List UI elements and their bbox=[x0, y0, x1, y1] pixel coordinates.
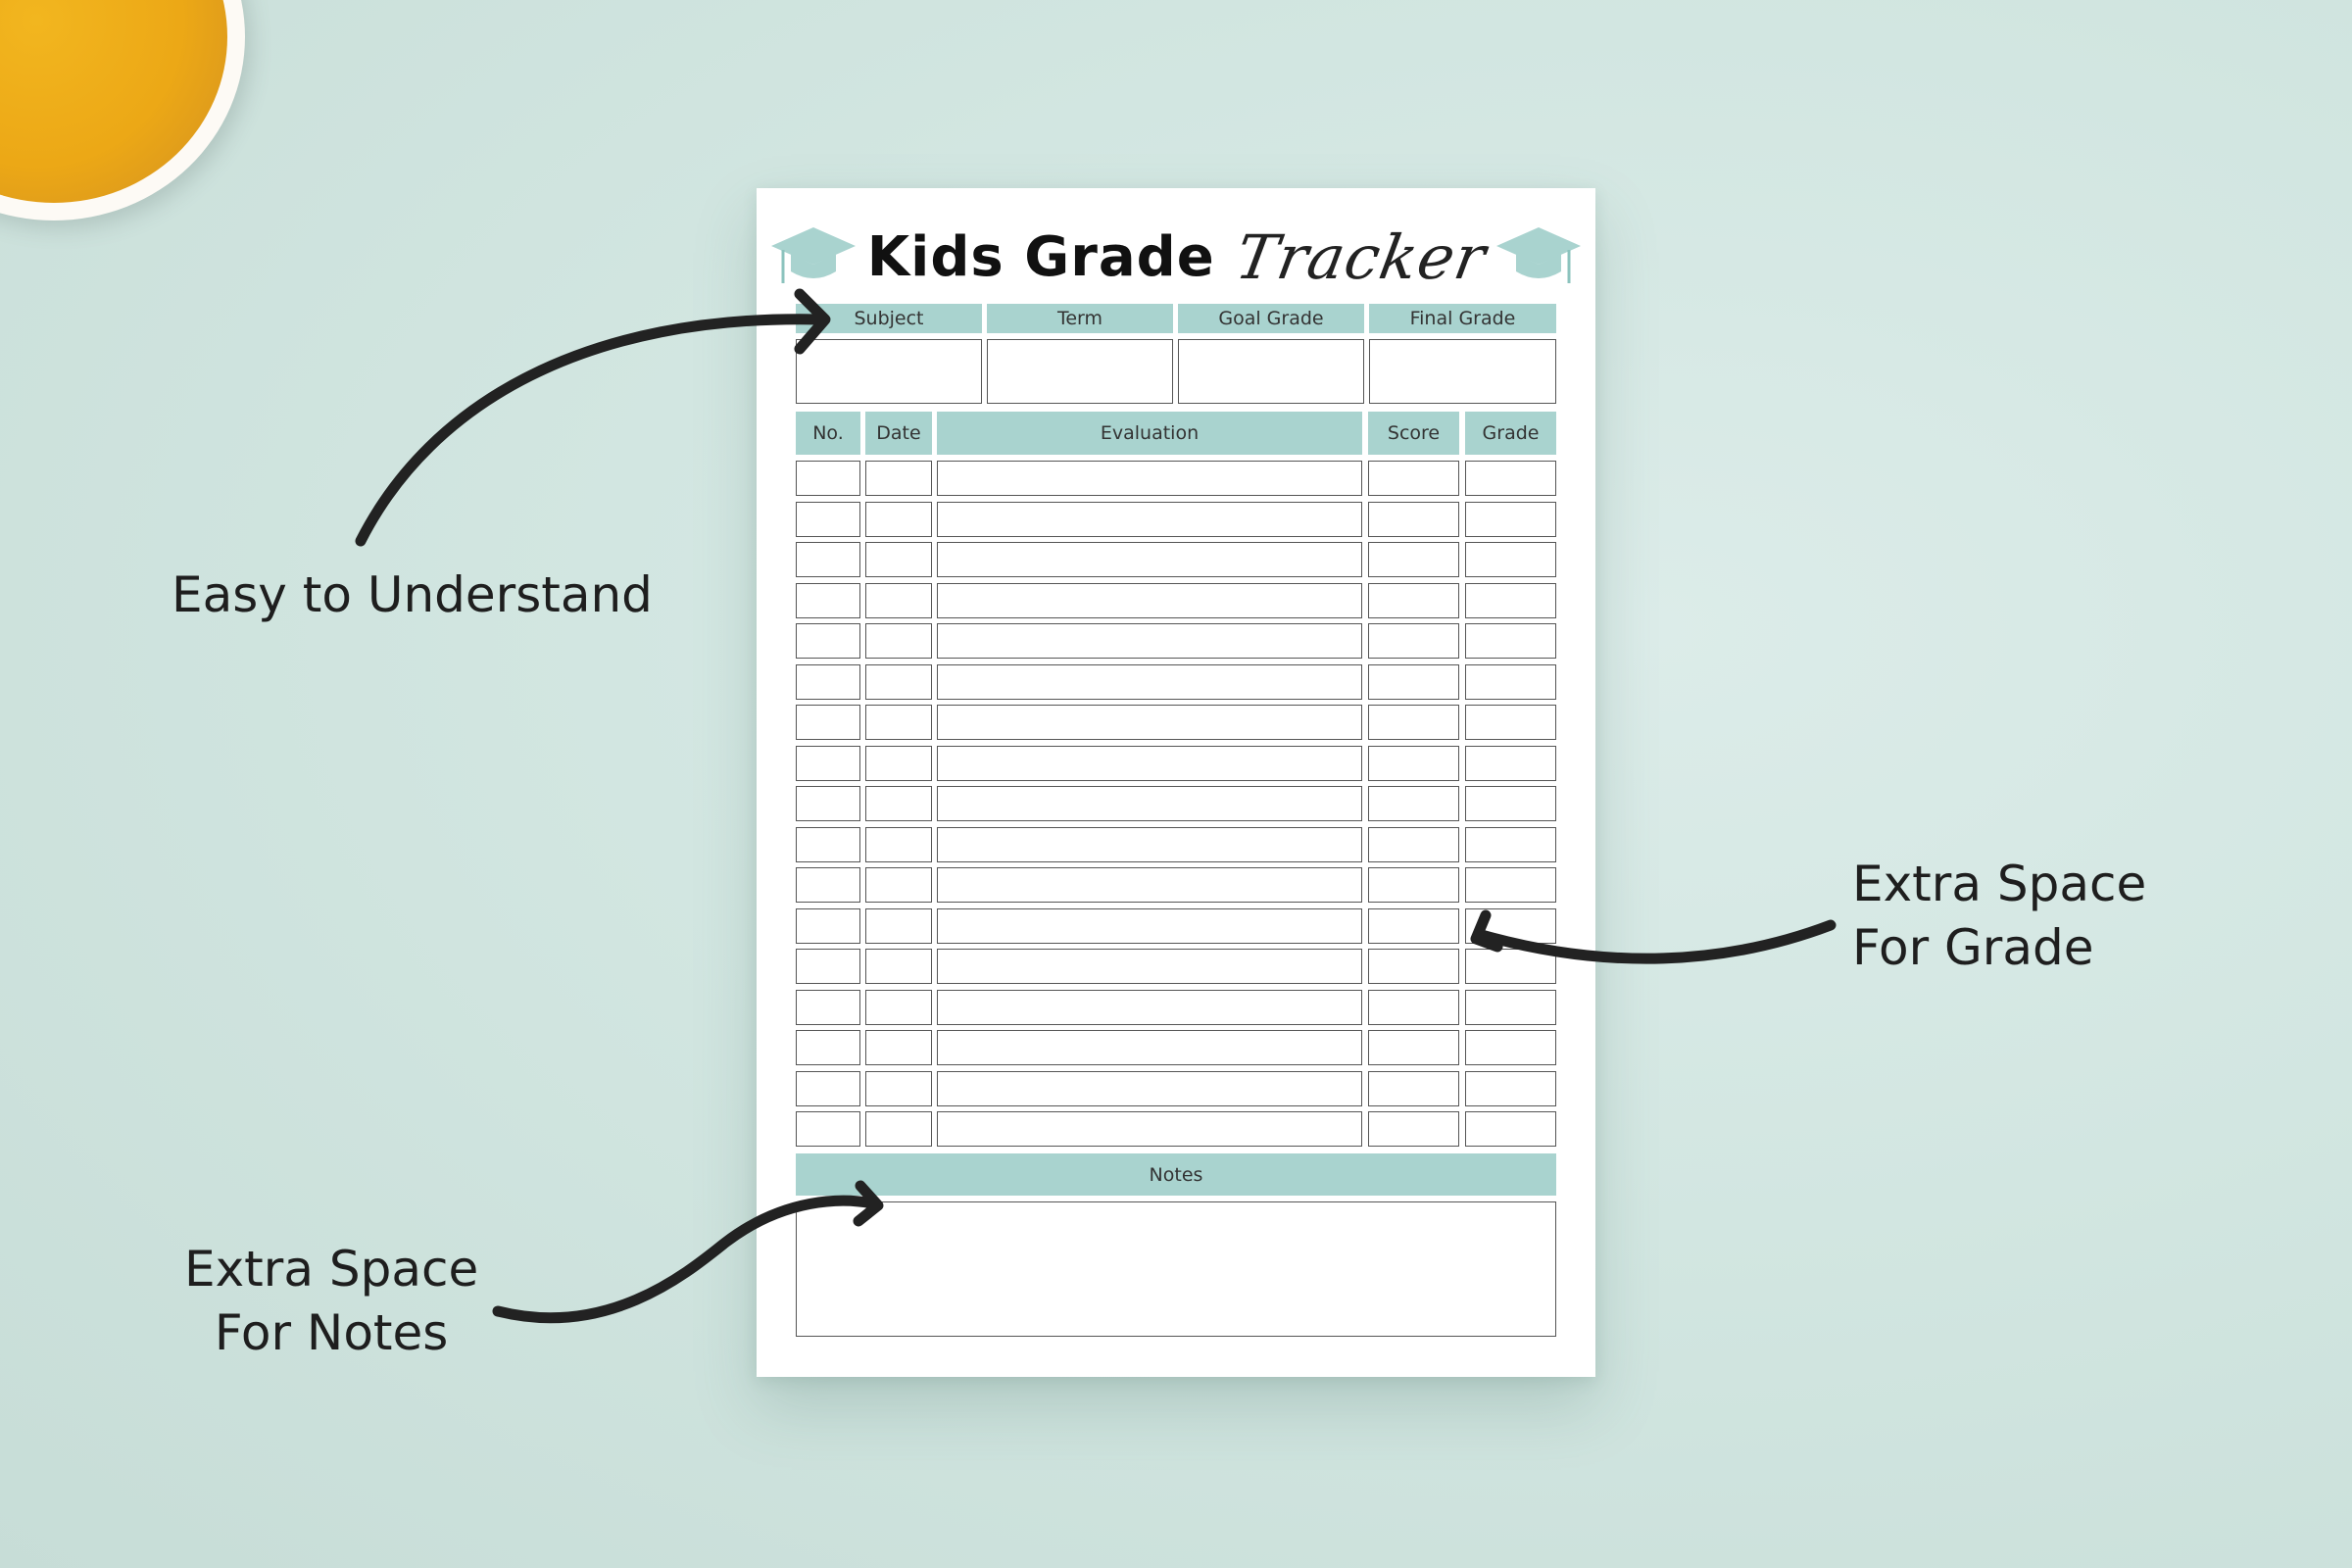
annotation-notes-line1: Extra Space bbox=[184, 1241, 479, 1298]
grade-label: Grade bbox=[1482, 422, 1540, 444]
annotation-notes-line2: For Notes bbox=[214, 1304, 449, 1361]
evaluation-label: Evaluation bbox=[1100, 422, 1200, 444]
arrow-icon bbox=[1476, 915, 1831, 958]
arrow-icon bbox=[498, 1186, 878, 1318]
arrow-icon bbox=[361, 294, 825, 541]
subject-label: Subject bbox=[854, 308, 924, 329]
annotation-easy: Easy to Understand bbox=[172, 566, 653, 623]
final-grade-label: Final Grade bbox=[1409, 308, 1516, 329]
goal-grade-label: Goal Grade bbox=[1218, 308, 1324, 329]
notes-label: Notes bbox=[1149, 1163, 1203, 1186]
title-main: Kids Grade bbox=[866, 224, 1215, 289]
date-label: Date bbox=[876, 422, 921, 444]
annotation-grade-line1: Extra Space bbox=[1852, 856, 2147, 912]
term-label: Term bbox=[1056, 308, 1103, 329]
no-label: No. bbox=[812, 422, 844, 444]
score-label: Score bbox=[1387, 422, 1441, 444]
title-script: Tracker bbox=[1230, 220, 1492, 293]
annotation-grade-line2: For Grade bbox=[1852, 919, 2094, 976]
